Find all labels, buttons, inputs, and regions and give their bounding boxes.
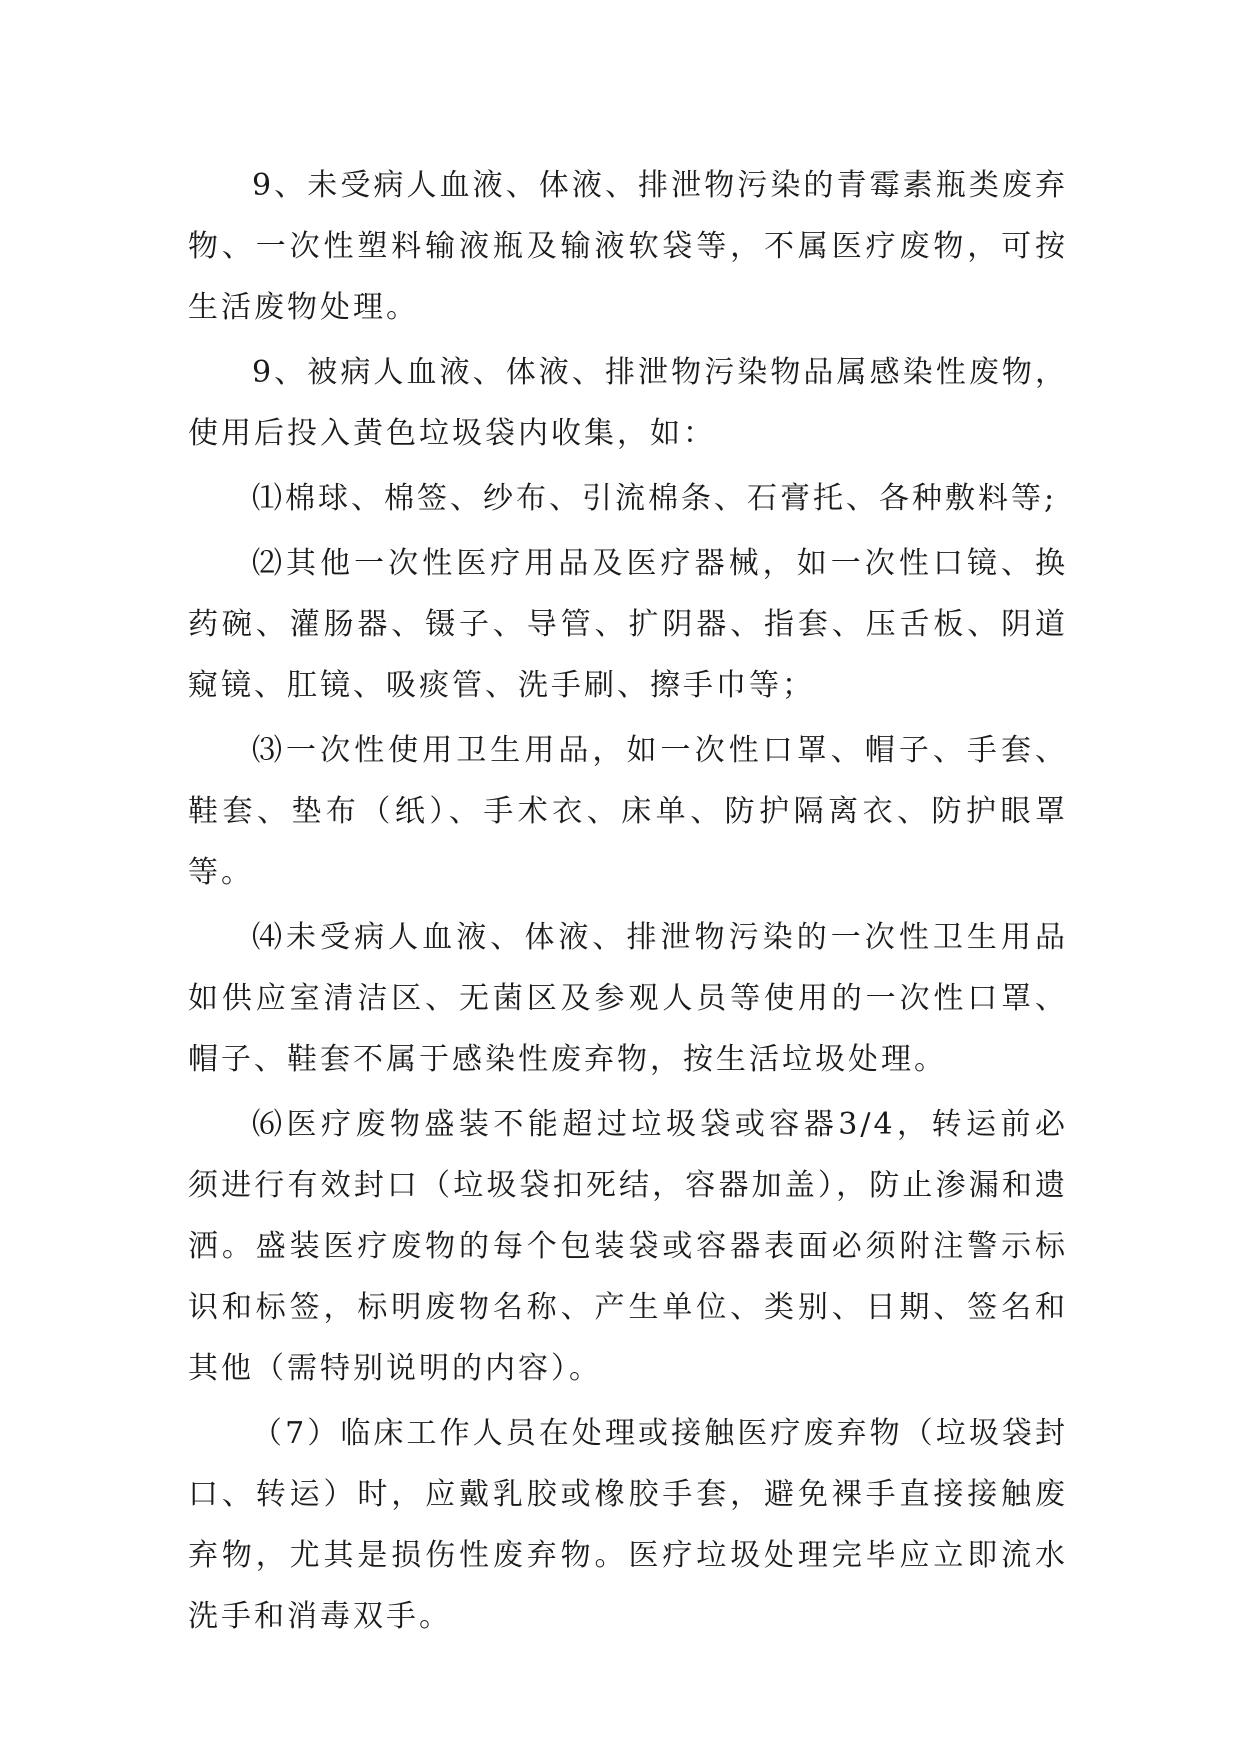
list-item-7: （7）临床工作人员在处理或接触医疗废弃物（垃圾袋封口、转运）时，应戴乳胶或橡胶手套，避免裸手直接接触废弃物，尤其是损伤性废弃物。医疗垃圾处理完毕应立即流水洗手和消毒双手。 [188, 1416, 1068, 1634]
list-item-6: ⑹医疗废物盛装不能超过垃圾袋或容器3/4，转运前必须进行有效封口（垃圾袋扣死结，容器加盖），防止渗漏和遗洒。盛装医疗废物的每个包装袋或容器表面必须附注警示标识和标签，标明废物名称、产生单位、类别、日期、签名和其他（需特别说明的内容）。 [188, 1107, 1068, 1386]
paragraph-9-uncontaminated: 9、未受病人血液、体液、排泄物污染的青霉素瓶类废弃物、一次性塑料输液瓶及输液软袋等，不属医疗废物，可按生活废物处理。 [188, 168, 1068, 325]
paragraph-9-contaminated: 9、被病人血液、体液、排泄物污染物品属感染性废物，使用后投入黄色垃圾袋内收集，如： [188, 355, 1068, 451]
list-item-4: ⑷未受病人血液、体液、排泄物污染的一次性卫生用品如供应室清洁区、无菌区及参观人员等使用的一次性口罩、帽子、鞋套不属于感染性废弃物，按生活垃圾处理。 [188, 920, 1068, 1077]
list-item-3: ⑶一次性使用卫生用品，如一次性口罩、帽子、手套、鞋套、垫布（纸）、手术衣、床单、防护隔离衣、防护眼罩等。 [188, 733, 1068, 890]
list-item-1: ⑴棉球、棉签、纱布、引流棉条、石膏托、各种敷料等; [252, 481, 1058, 516]
list-item-2: ⑵其他一次性医疗用品及医疗器械，如一次性口镜、换药碗、灌肠器、镊子、导管、扩阴器、指套、压舌板、阴道窥镜、肛镜、吸痰管、洗手刷、擦手巾等； [188, 546, 1068, 703]
document-body [188, 155, 1068, 1651]
